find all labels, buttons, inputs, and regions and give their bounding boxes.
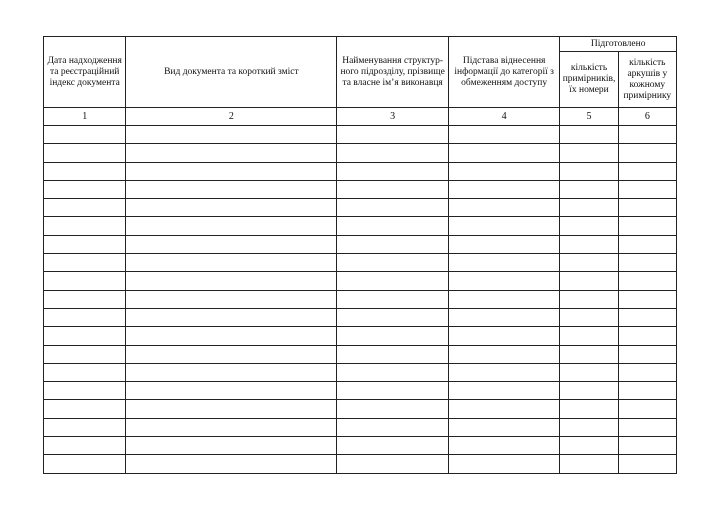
table-cell bbox=[126, 199, 337, 217]
table-cell bbox=[618, 144, 676, 162]
table-cell bbox=[560, 363, 618, 381]
table-cell bbox=[44, 437, 126, 455]
table-cell bbox=[126, 272, 337, 290]
table-cell bbox=[618, 308, 676, 326]
table-row bbox=[44, 144, 677, 162]
header-date-index bbox=[44, 37, 126, 108]
table-cell bbox=[448, 308, 560, 326]
header-department-executor-label: Найменування структур-ного підрозділу, прізвище та власне ім’я виконавця bbox=[340, 55, 445, 88]
column-number: 3 bbox=[337, 108, 449, 126]
table-cell bbox=[44, 455, 126, 473]
table-cell bbox=[448, 162, 560, 180]
table-cell bbox=[44, 144, 126, 162]
table-cell bbox=[126, 308, 337, 326]
table-row bbox=[44, 126, 677, 144]
table-row bbox=[44, 254, 677, 272]
table-cell bbox=[448, 180, 560, 198]
table-cell bbox=[337, 437, 449, 455]
table-cell bbox=[560, 217, 618, 235]
column-number: 5 bbox=[560, 108, 618, 126]
table-cell bbox=[126, 345, 337, 363]
table-cell bbox=[337, 290, 449, 308]
table-cell bbox=[618, 400, 676, 418]
header-date-index-label: Дата надходження та реєстраційний індекс документа bbox=[47, 55, 122, 88]
table-cell bbox=[618, 418, 676, 436]
table-cell bbox=[126, 400, 337, 418]
table-cell bbox=[560, 400, 618, 418]
table-cell bbox=[126, 418, 337, 436]
table-cell bbox=[448, 290, 560, 308]
table-cell bbox=[560, 437, 618, 455]
column-number: 4 bbox=[448, 108, 560, 126]
table-row bbox=[44, 418, 677, 436]
header-prepared-group bbox=[560, 37, 677, 52]
table-cell bbox=[44, 327, 126, 345]
table-cell bbox=[560, 180, 618, 198]
table-row bbox=[44, 180, 677, 198]
table-cell bbox=[126, 382, 337, 400]
table-cell bbox=[618, 272, 676, 290]
table-cell bbox=[337, 126, 449, 144]
table-cell bbox=[560, 382, 618, 400]
table-cell bbox=[560, 345, 618, 363]
table-cell bbox=[448, 272, 560, 290]
header-row-top bbox=[44, 37, 677, 52]
column-number-row bbox=[44, 108, 677, 126]
table-cell bbox=[126, 455, 337, 473]
table-cell bbox=[337, 254, 449, 272]
table-row bbox=[44, 437, 677, 455]
header-sheets-count-label: кількість аркушів у кожному примірнику bbox=[623, 57, 672, 101]
header-doc-type bbox=[126, 37, 337, 108]
table-row bbox=[44, 199, 677, 217]
table-cell bbox=[448, 254, 560, 272]
table-cell bbox=[44, 400, 126, 418]
table-cell bbox=[337, 363, 449, 381]
table-cell bbox=[44, 162, 126, 180]
table-cell bbox=[44, 272, 126, 290]
table-cell bbox=[337, 382, 449, 400]
table-cell bbox=[448, 363, 560, 381]
table-cell bbox=[337, 235, 449, 253]
table-row bbox=[44, 363, 677, 381]
header-sheets-count bbox=[618, 52, 676, 108]
table-cell bbox=[618, 254, 676, 272]
table-cell bbox=[618, 382, 676, 400]
table-cell bbox=[560, 455, 618, 473]
table-cell bbox=[44, 308, 126, 326]
header-department-executor bbox=[337, 37, 449, 108]
table-cell bbox=[126, 126, 337, 144]
table-cell bbox=[337, 217, 449, 235]
column-number: 6 bbox=[618, 108, 676, 126]
header-copies-count bbox=[560, 52, 618, 108]
document-register-table bbox=[43, 36, 677, 474]
table-cell bbox=[448, 437, 560, 455]
table-cell bbox=[44, 254, 126, 272]
header-copies-count-label: кількість примірників, їх номери bbox=[562, 63, 616, 95]
table-cell bbox=[126, 217, 337, 235]
table-row bbox=[44, 308, 677, 326]
header-doc-type-label: Вид документа та короткий зміст bbox=[164, 66, 299, 77]
table-cell bbox=[618, 199, 676, 217]
table-cell bbox=[560, 418, 618, 436]
table-cell bbox=[126, 327, 337, 345]
table-cell bbox=[44, 126, 126, 144]
table-row bbox=[44, 290, 677, 308]
header-prepared-group-label: Підготовлено bbox=[590, 38, 646, 49]
table-cell bbox=[44, 180, 126, 198]
table-cell bbox=[448, 126, 560, 144]
table-cell bbox=[618, 290, 676, 308]
table-cell bbox=[560, 144, 618, 162]
table-row bbox=[44, 400, 677, 418]
table-cell bbox=[44, 363, 126, 381]
table-cell bbox=[126, 363, 337, 381]
header-restriction-basis-label: Підстава віднесення інформації до категорії з обмеженням доступу bbox=[454, 55, 554, 88]
table-cell bbox=[560, 327, 618, 345]
table-cell bbox=[44, 217, 126, 235]
table-row bbox=[44, 217, 677, 235]
column-number: 1 bbox=[44, 108, 126, 126]
table-cell bbox=[44, 345, 126, 363]
table-cell bbox=[337, 162, 449, 180]
table-cell bbox=[126, 437, 337, 455]
table-cell bbox=[126, 235, 337, 253]
table-cell bbox=[126, 254, 337, 272]
table-cell bbox=[618, 217, 676, 235]
table-cell bbox=[337, 455, 449, 473]
table-cell bbox=[560, 126, 618, 144]
table-cell bbox=[44, 290, 126, 308]
table-row bbox=[44, 327, 677, 345]
table-cell bbox=[337, 327, 449, 345]
table-cell bbox=[618, 235, 676, 253]
table-row bbox=[44, 455, 677, 473]
table-cell bbox=[560, 272, 618, 290]
table-cell bbox=[560, 308, 618, 326]
table-cell bbox=[44, 235, 126, 253]
table-cell bbox=[44, 418, 126, 436]
table-cell bbox=[448, 199, 560, 217]
table-cell bbox=[618, 363, 676, 381]
header-restriction-basis bbox=[448, 37, 560, 108]
table-cell bbox=[337, 180, 449, 198]
table-cell bbox=[337, 144, 449, 162]
table-cell bbox=[560, 254, 618, 272]
table-cell bbox=[126, 290, 337, 308]
table-cell bbox=[560, 199, 618, 217]
table-row bbox=[44, 382, 677, 400]
table-row bbox=[44, 162, 677, 180]
table-cell bbox=[448, 345, 560, 363]
table-cell bbox=[618, 162, 676, 180]
table-cell bbox=[448, 455, 560, 473]
table-cell bbox=[618, 180, 676, 198]
table-cell bbox=[126, 162, 337, 180]
table-cell bbox=[448, 382, 560, 400]
table-cell bbox=[560, 162, 618, 180]
table-cell bbox=[448, 327, 560, 345]
table-cell bbox=[618, 327, 676, 345]
table-cell bbox=[448, 418, 560, 436]
table-cell bbox=[448, 144, 560, 162]
table-row bbox=[44, 235, 677, 253]
table-cell bbox=[448, 217, 560, 235]
table-cell bbox=[618, 345, 676, 363]
table-cell bbox=[448, 400, 560, 418]
table-cell bbox=[618, 455, 676, 473]
table-cell bbox=[126, 144, 337, 162]
table-cell bbox=[618, 437, 676, 455]
table-cell bbox=[560, 235, 618, 253]
column-number: 2 bbox=[126, 108, 337, 126]
table-cell bbox=[44, 199, 126, 217]
table-cell bbox=[337, 345, 449, 363]
table-row bbox=[44, 272, 677, 290]
table-body bbox=[44, 126, 677, 474]
table-cell bbox=[337, 400, 449, 418]
table-cell bbox=[337, 418, 449, 436]
table-cell bbox=[337, 308, 449, 326]
table-cell bbox=[44, 382, 126, 400]
table-row bbox=[44, 345, 677, 363]
table-cell bbox=[560, 290, 618, 308]
table-cell bbox=[126, 180, 337, 198]
table-cell bbox=[618, 126, 676, 144]
table-cell bbox=[448, 235, 560, 253]
table-cell bbox=[337, 272, 449, 290]
table-cell bbox=[337, 199, 449, 217]
